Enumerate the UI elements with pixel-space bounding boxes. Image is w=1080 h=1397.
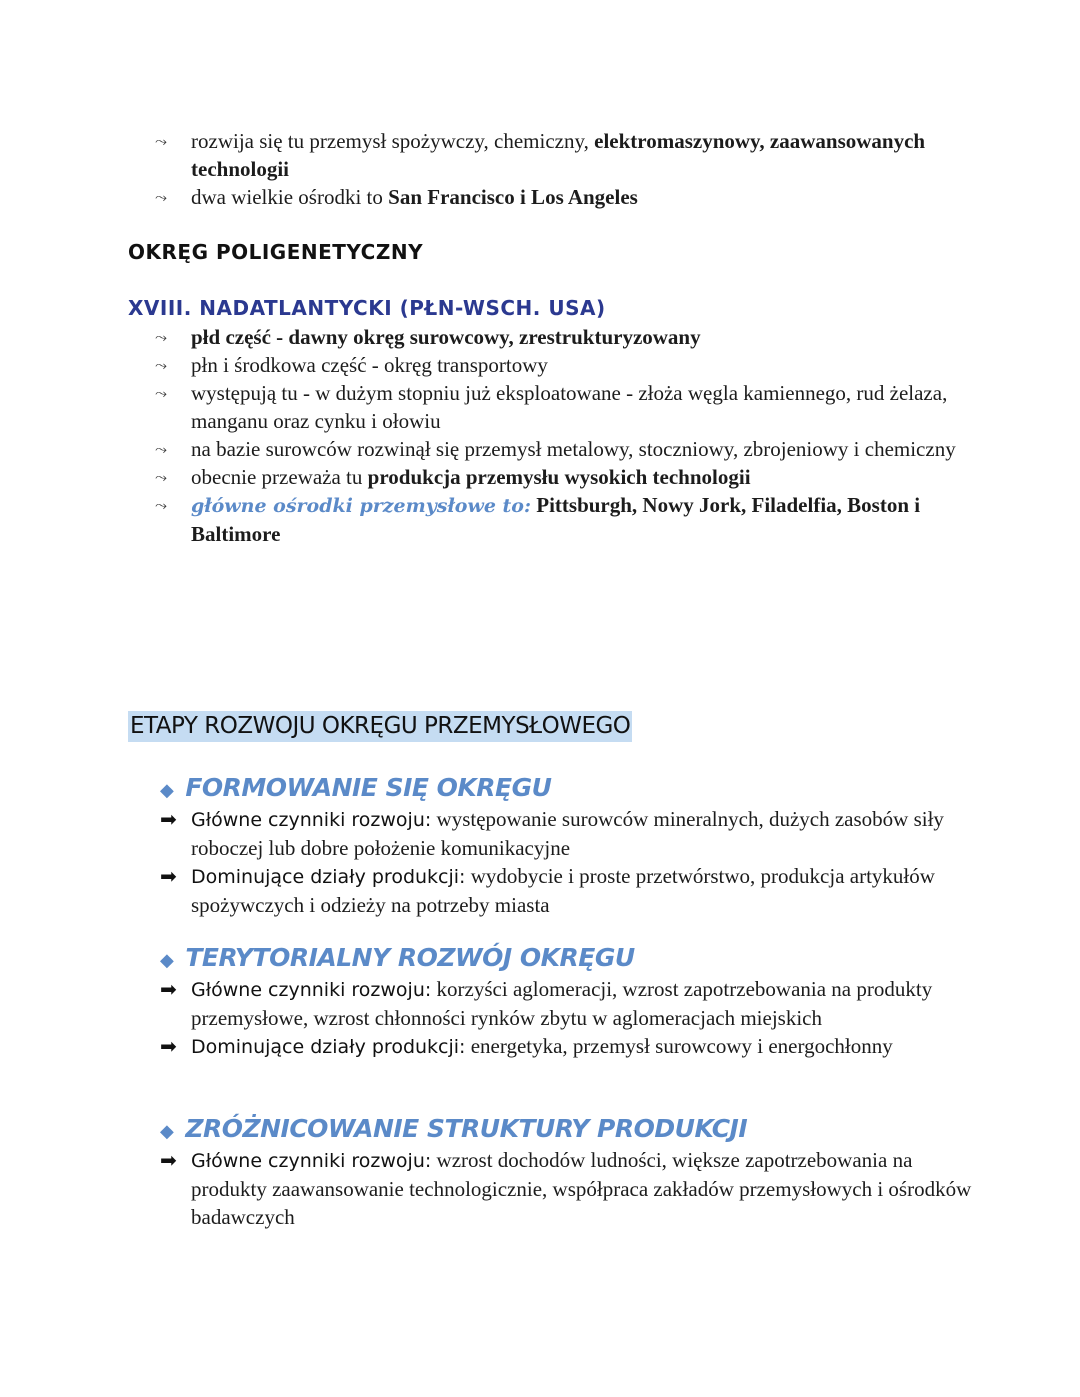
arrow-bullet-icon: ⤳ xyxy=(155,328,168,346)
diamond-bullet-icon: ◆ xyxy=(160,780,174,801)
diamond-bullet-icon: ◆ xyxy=(160,950,174,971)
right-arrow-icon: ➡ xyxy=(160,1034,177,1058)
arrow-bullet-icon: ⤳ xyxy=(155,440,168,458)
list-item: ⤳ na bazie surowców rozwinął się przemysł metalowy, stoczniowy, zbrojeniowy i chemiczny xyxy=(155,437,956,461)
list-item: ➡ Dominujące działy produkcji: wydobycie i proste przetwórstwo, produkcja artykułów spożywczych i odzieży na potrzeby miasta xyxy=(160,864,935,917)
arrow-bullet-icon: ⤳ xyxy=(155,496,168,514)
arrow-bullet-icon: ⤳ xyxy=(155,468,168,486)
right-arrow-icon: ➡ xyxy=(160,807,177,831)
stage-title: ◆ TERYTORIALNY ROZWÓJ OKRĘGU xyxy=(160,943,635,972)
arrow-bullet-icon: ⤳ xyxy=(155,384,168,402)
list-item: ➡ Główne czynniki rozwoju: występowanie surowców mineralnych, dużych zasobów siły roboczej lub dobre położenie komunikacyjne xyxy=(160,807,944,860)
list-item: ⤳ rozwija się tu przemysł spożywczy, chemiczny, elektromaszynowy, zaawansowanych technologii xyxy=(155,129,926,181)
stage-title: ◆ FORMOWANIE SIĘ OKRĘGU xyxy=(160,773,552,802)
poly-header: OKRĘG POLIGENETYCZNY xyxy=(128,240,424,264)
right-arrow-icon: ➡ xyxy=(160,864,177,888)
arrow-bullet-icon: ⤳ xyxy=(155,188,168,206)
list-item: ➡ Główne czynniki rozwoju: wzrost dochodów ludności, większe zapotrzebowania na produkty zaawansowanie technologicznie, współpraca zakładów przemysłowych i ośrodków badawczych xyxy=(160,1148,972,1229)
top-bullet-list xyxy=(155,127,985,211)
arrow-bullet-icon: ⤳ xyxy=(155,356,168,374)
arrow-bullet-icon: ⤳ xyxy=(155,132,168,150)
stage-list xyxy=(160,805,990,919)
list-item: ⤳ występują tu - w dużym stopniu już eksploatowane - złoża węgla kamiennego, rud żelaza, manganu oraz cynku i ołowiu xyxy=(155,381,948,433)
list-item: ⤳ obecnie przeważa tu produkcja przemysłu wysokich technologii xyxy=(155,465,751,489)
right-arrow-icon: ➡ xyxy=(160,1148,177,1172)
list-item: ⤳ główne ośrodki przemysłowe to: Pittsburgh, Nowy Jork, Filadelfia, Boston i Baltimore xyxy=(155,493,921,546)
list-item: ➡ Główne czynniki rozwoju: korzyści aglomeracji, wzrost zapotrzebowania na produkty przemysłowe, wzrost chłonności rynków zbytu w aglomeracjach miejskich xyxy=(160,977,933,1030)
section-title: XVIII. NADATLANTYCKI (PŁN-WSCH. USA) xyxy=(128,296,606,320)
diamond-bullet-icon: ◆ xyxy=(160,1121,174,1142)
stage-title: ◆ ZRÓŻNICOWANIE STRUKTURY PRODUKCJI xyxy=(160,1114,748,1143)
stage-list xyxy=(160,1146,990,1231)
list-item: ⤳ płd część - dawny okręg surowcowy, zrestrukturyzowany xyxy=(155,325,701,349)
section-bullet-list xyxy=(155,323,985,548)
list-item: ⤳ płn i środkowa część - okręg transportowy xyxy=(155,353,548,377)
list-item: ➡ Dominujące działy produkcji: energetyka, przemysł surowcowy i energochłonny xyxy=(160,1034,893,1058)
right-arrow-icon: ➡ xyxy=(160,977,177,1001)
list-item: ⤳ dwa wielkie ośrodki to San Francisco i Los Angeles xyxy=(155,185,638,209)
stage-list xyxy=(160,975,990,1061)
main-title: ETAPY ROZWOJU OKRĘGU PRZEMYSŁOWEGO xyxy=(128,711,632,742)
